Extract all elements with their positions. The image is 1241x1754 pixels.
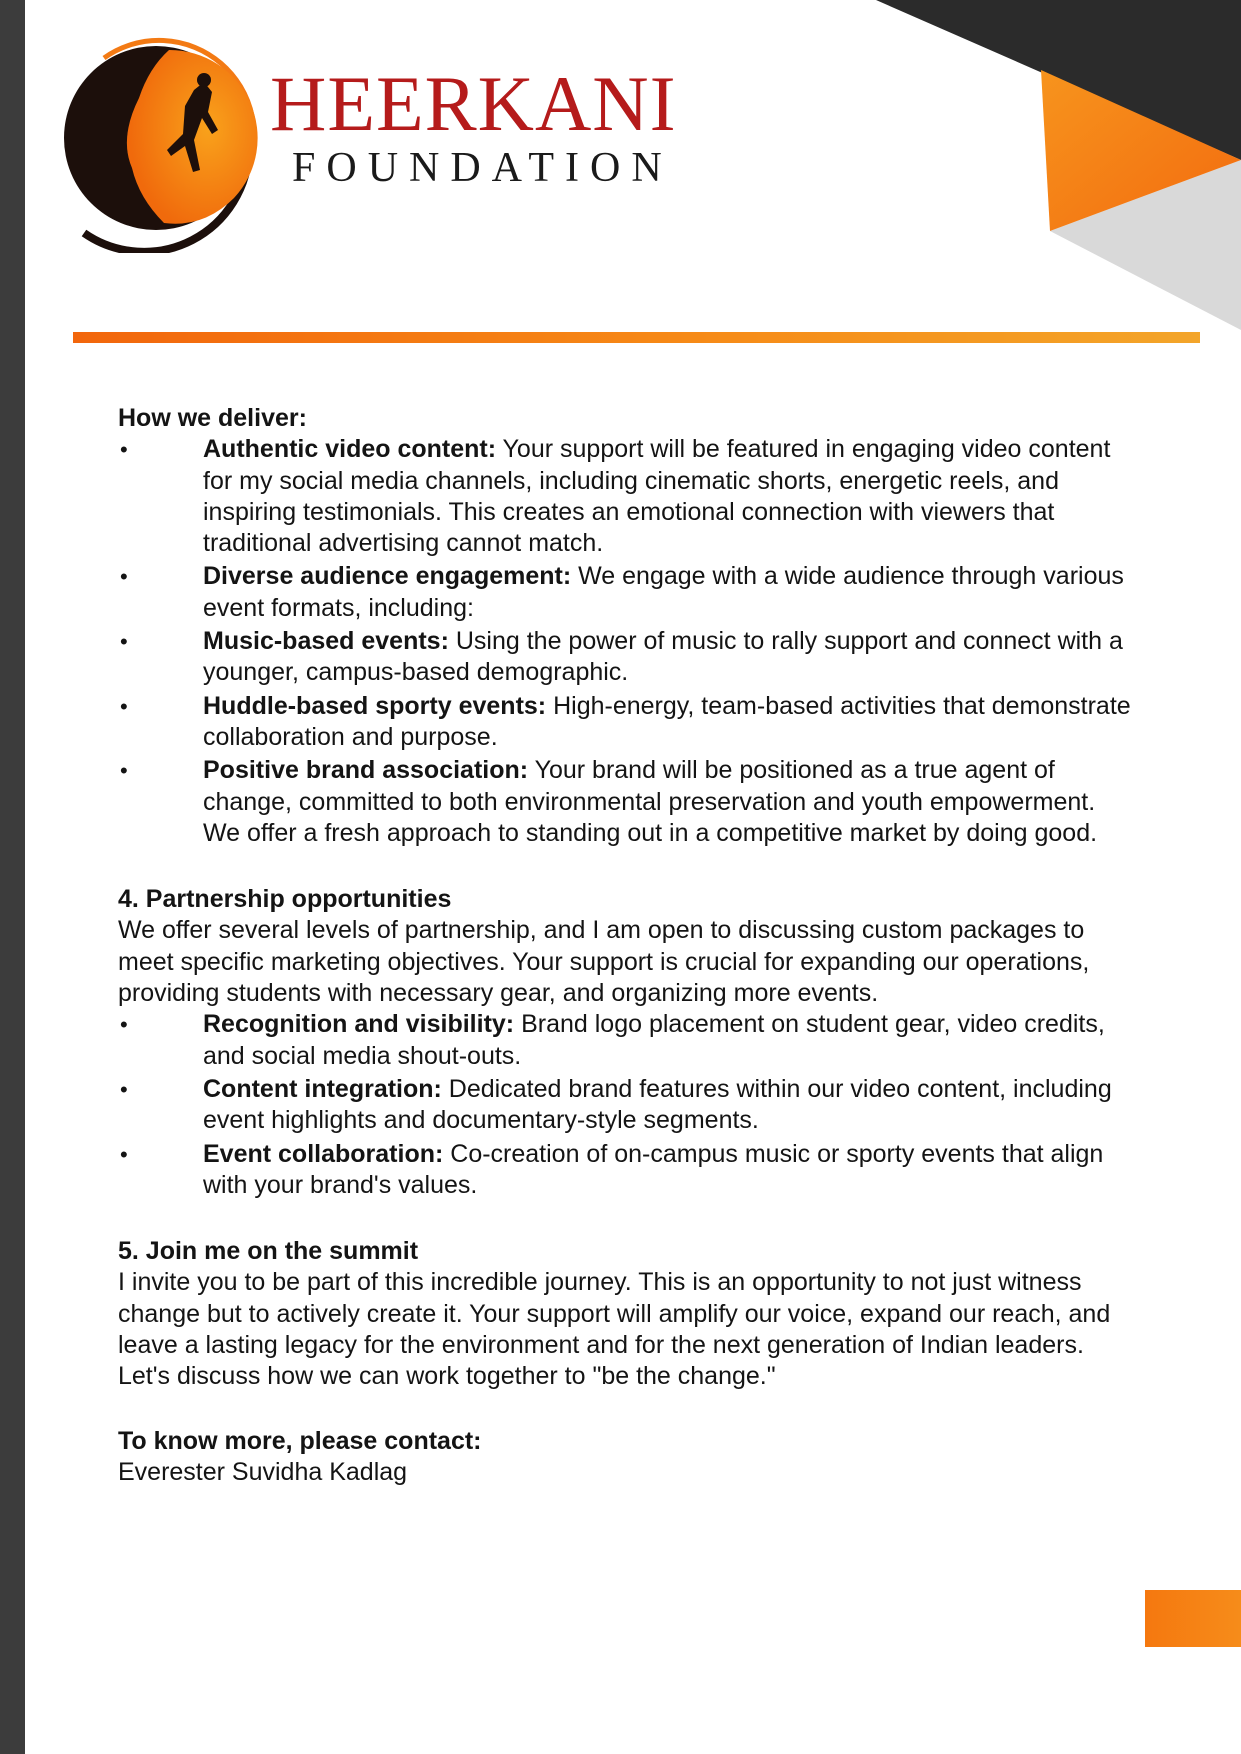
summit-body: I invite you to be part of this incredible journey. This is an opportunity to not just witness change but to actively create it. Your support will amplify our voice, expand our reach, and leave a lasting legacy for the environment and for the next generation of Indian leaders.	[118, 1268, 1111, 1360]
orange-corner-tab	[1145, 1590, 1241, 1647]
list-item	[118, 1074, 1138, 1137]
list-item	[118, 561, 1138, 624]
contact-heading: To know more, please contact:	[118, 1426, 482, 1455]
list-item	[118, 626, 1138, 689]
deliver-heading: How we deliver:	[118, 404, 307, 432]
climber-silhouette-icon	[44, 28, 269, 253]
bullet-icon: •	[120, 437, 128, 463]
item-term: Diverse audience engagement:	[203, 562, 572, 591]
partnership-list	[118, 1009, 1138, 1201]
item-text: Co-creation of on-campus music or sporty events that align with your brand's values.	[203, 1139, 1104, 1199]
item-text: Using the power of music to rally support and connect with a younger, campus-based demographic.	[203, 627, 1123, 687]
list-item	[118, 755, 1138, 849]
item-text: High-energy, team-based activities that demonstrate collaboration and purpose.	[203, 691, 1131, 751]
logo-title: HEERKANI	[270, 60, 677, 147]
item-text: Your support will be featured in engaging video content for my social media channels, including cinematic shorts, energetic reels, and inspiring testimonials. This creates an emotional connection with viewers that traditional advertising cannot match.	[203, 435, 1111, 558]
item-text: Your brand will be positioned as a true agent of change, committed to both environmental preservation and youth empowerment. We offer a fresh approach to standing out in a competitive market by doing good.	[203, 756, 1098, 847]
item-text: Dedicated brand features within our video content, including event highlights and documentary-style segments.	[203, 1074, 1112, 1135]
deliver-list	[118, 434, 1138, 849]
item-text: Brand logo placement on student gear, video credits, and social media shout-outs.	[203, 1010, 1105, 1070]
summit-closing: Let's discuss how we can work together to "be the change."	[118, 1362, 776, 1391]
bullet-icon: •	[120, 1012, 128, 1038]
orange-divider	[73, 332, 1200, 343]
summit-heading: 5. Join me on the summit	[118, 1237, 419, 1266]
item-term: Positive brand association:	[203, 756, 529, 785]
partnership-heading: 4. Partnership opportunities	[118, 885, 452, 914]
bullet-icon: •	[120, 564, 128, 590]
list-item	[118, 691, 1138, 754]
partnership-intro: We offer several levels of partnership, and I am open to discussing custom packages to meet specific marketing objectives. Your support is crucial for expanding our operations, providing students with necessary gear, and organizing more events.	[118, 916, 1090, 1008]
bullet-icon: •	[120, 629, 128, 655]
item-term: Event collaboration:	[203, 1139, 444, 1168]
item-term: Music-based events:	[203, 627, 449, 656]
item-term: Huddle-based sporty events:	[203, 691, 547, 720]
contact-name: Everester Suvidha Kadlag	[118, 1457, 408, 1486]
bullet-icon: •	[120, 693, 128, 719]
bullet-icon: •	[120, 1141, 128, 1167]
list-item	[118, 434, 1138, 559]
logo-subtitle: FOUNDATION	[292, 145, 673, 191]
item-term: Recognition and visibility:	[203, 1010, 515, 1039]
bullet-icon: •	[120, 758, 128, 784]
document-body	[118, 403, 1138, 1488]
bullet-icon: •	[120, 1076, 128, 1102]
list-item	[118, 1009, 1138, 1072]
item-term: Content integration:	[203, 1074, 442, 1103]
list-item	[118, 1139, 1138, 1202]
logo-wordmark	[270, 60, 677, 191]
item-text: We engage with a wide audience through various event formats, including:	[203, 562, 1124, 622]
item-term: Authentic video content:	[203, 435, 497, 464]
